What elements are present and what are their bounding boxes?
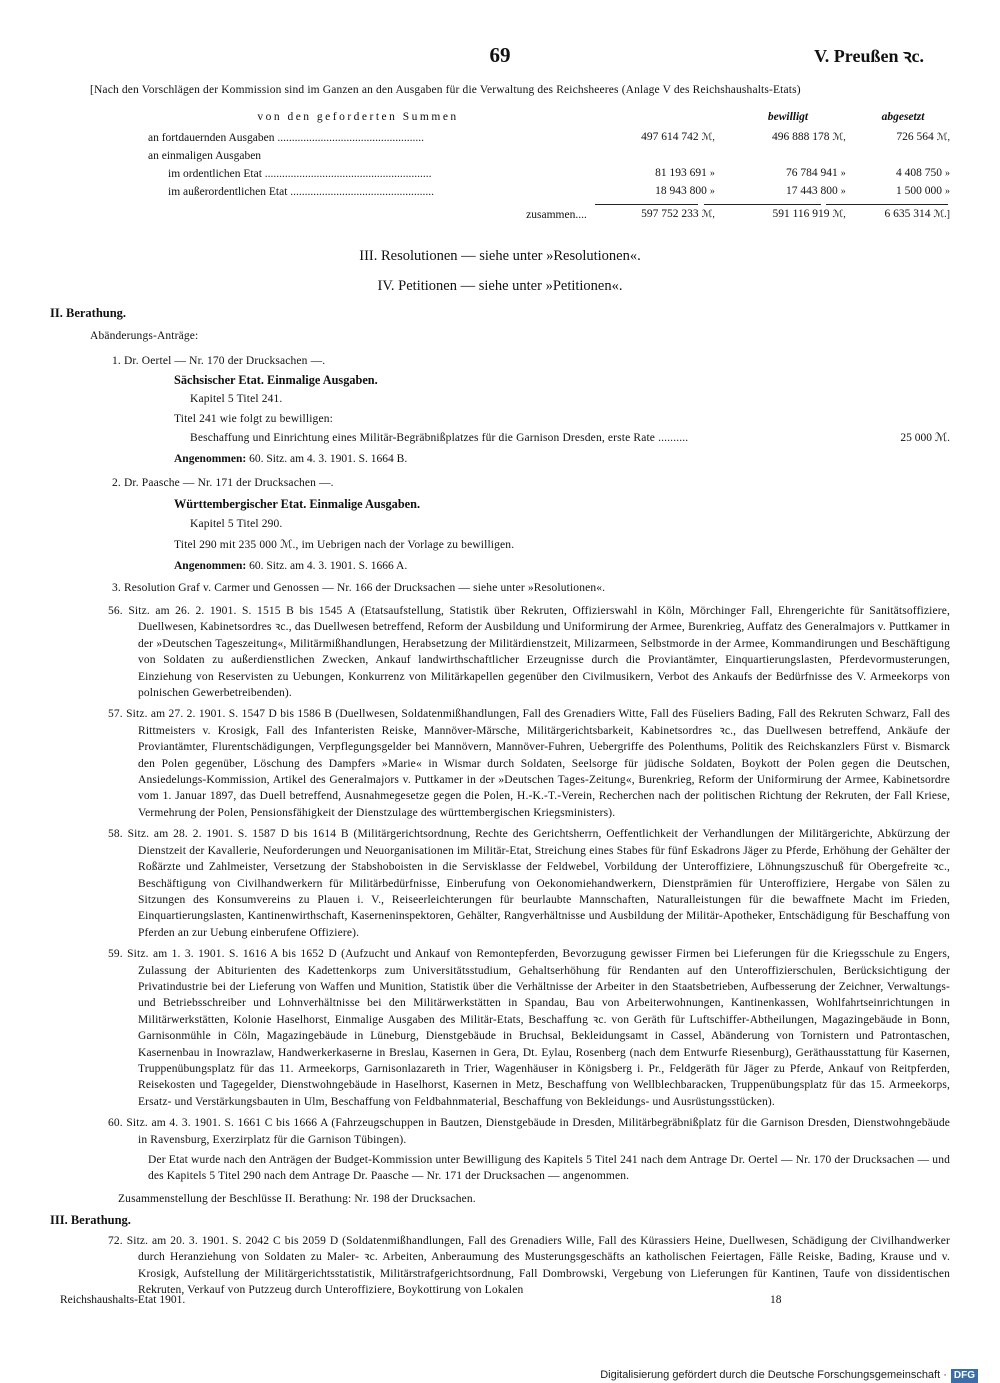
amendment-1-motion: Titel 241 wie folgt zu bewilligen: [174, 413, 333, 425]
currency-unit: » [945, 168, 950, 180]
sitting-entry [108, 826, 950, 941]
third-reading-sitting [108, 1233, 950, 1299]
total-rule [704, 204, 821, 205]
amendment-1-accepted [174, 451, 407, 467]
currency-unit: » [709, 168, 715, 180]
approved-amount: 76 784 941 [785, 167, 838, 180]
currency-unit: ℳ, [832, 208, 846, 220]
currency-unit: ℳ, [832, 131, 846, 143]
finance-row [148, 146, 950, 164]
column-header-approved: bewilligt [767, 111, 809, 123]
amendment-2-accepted [174, 558, 407, 574]
total-rule [595, 204, 698, 205]
sitting-number: 57. [108, 708, 123, 721]
sitting-number: 58. [108, 828, 123, 841]
currency-unit [843, 150, 846, 161]
accepted-label: Angenommen: [174, 453, 247, 465]
page-number: 69 [489, 43, 511, 67]
third-reading-heading: III. Berathung. [50, 1213, 131, 1227]
sitting-text: Sitz. am 26. 2. 1901. S. 1515 B bis 1545 A (Etatsaufstellung, Statistik über Rekruten, Offizierswahl in Köln, Mörchinger Fall, Ehrengerichte für Sanitätsoffiziere, Duellwesen, Kabinetsordres ꝛc., das Duellwesen betreffend, Reform der Ausbildung und Uniformirung der Armee, Burenkrieg, Auffatz des Generalmajors v. Puttkamer in der »Deutschen Tageszeitung«, Militärmißhandlungen, Herabsetzung der Militärdienstzeit, Milizarmeen, Selbstmorde in der Armee, Kommandirungen und Beschäftigung von Soldaten zu außerdienstlichen Zwecken, Ankauf landwirthschaftlicher Erzeugnisse durch die Proviantämter, Einquartierungslasten, Pferdevormusterungen, Einziehung von Reservisten zu Uebungen, Konkurrenz von Militärkapellen gegenüber den Civilmusikern, Verbot des Ankaufs der Bedürfnisse des V. Armeekorps von polnischen Gewerbetreibenden). [128, 605, 951, 700]
requested-amount: 497 614 742 [641, 130, 699, 143]
accepted-reference: 60. Sitz. am 4. 3. 1901. S. 1666 A. [249, 560, 408, 572]
requested-amount: 81 193 691 [655, 167, 707, 180]
currency-unit: ℳ, [936, 131, 950, 143]
column-label-requested: von den geforderten Summen [257, 111, 459, 123]
amendment-1-subheading: Sächsischer Etat. Einmalige Ausgaben. [174, 373, 378, 387]
sitting-number: 59. [108, 948, 123, 961]
finance-row-label: im ordentlichen Etat .......................................................... [168, 168, 432, 181]
section-resolutions: III. Resolutionen — siehe unter »Resolutionen«. [359, 248, 641, 264]
sitting-text: Sitz. am 20. 3. 1901. S. 2042 C bis 2059 D (Soldatenmißhandlungen, Fall des Grenadiers Wille, Fall des Kürassiers Heine, Duellwesen, Schädigung der Civilhandwerker durch Heranziehung von Soldaten zu Maler- ꝛc. Arbeiten, Anberaumung des Musterungsgeschäfts an katholischen Feiertagen, Fälle Reiske, Bading, Krause und v. Krosigk, Aufstellung der Militärgerichtsstatistik, Militärstrafgerichtsordnung, Fall Dombrowski, Vergebung von Lieferungen für Kantinen, Taufe von dissidentischen Rekruten, Verkauf von Putzzeug durch Unteroffiziere, Boykottirung von Lokalen [126, 1235, 950, 1297]
total-rule [826, 204, 948, 205]
amendment-2-motion: Titel 290 mit 235 000 ℳ., im Uebrigen nach der Vorlage zu bewilligen. [174, 539, 515, 551]
sitting-text: Sitz. am 27. 2. 1901. S. 1547 D bis 1586 B (Duellwesen, Soldatenmißhandlungen, Fall des Grenadiers Witte, Fall des Füseliers Bading, Fall des Rekruten Schwarz, Fall des Rittmeisters v. Krosigk, Fall des Infanteristen Reiske, Mannöver-Märsche, Militärgerichtsbarkeit, Kabinetsordres ꝛc., das Duellwesen betreffend, Ankäufe der Proviantämter, Flurentschädigungen, Verpflegungsgelder bei Mannövern, Mannöver-Fuhren, Uebergriffe des Polenthums, Politik des Reichskanzlers Fürst v. Bismarck den Polen gegenüber, Löschung des Dampfers »Marie« in Wismar durch Soldaten, Seelsorge für jüdische Soldaten, Boykott der Polen gegen die Deutschen, Ansiedelungs-Kommission, Artikel des Generalmajors v. Puttkamer in der »Deutschen Tages-Zeitung«, Burenkrieg, Reform der Uniformirung der Armee, Kabinetsordre vom 1. Januar 1897, das Duell betreffend, Ausnahmegesetze gegen die Polen, H.-K.-T.-Verein, Recherchen nach der politischen Richtung der Rekruten, der Fall Kriese, Vermehrung der Polen, Pensionsfähigkeit der Dienstzulage des württembergischen Kriegsministers). [126, 708, 950, 819]
amendment-1-chapter: Kapitel 5 Titel 241. [190, 393, 283, 405]
total-approved: 591 116 919 [772, 207, 830, 220]
approved-amount: 496 888 178 [772, 130, 830, 143]
credit-text: Digitalisierung gefördert durch die Deutsche Forschungsgemeinschaft · [600, 1369, 947, 1381]
accepted-label: Angenommen: [174, 560, 247, 572]
deducted-amount: 726 564 [896, 130, 934, 143]
footer-title: Reichshaushalts-Etat 1901. [60, 1294, 186, 1306]
sitting-entry [108, 1233, 950, 1299]
currency-unit: ℳ, [701, 131, 715, 143]
sitting-text: Sitz. am 4. 3. 1901. S. 1661 C bis 1666 A (Fahrzeugschuppen in Bautzen, Dienstgebäude in Dresden, Militärbegräbnißplatz für die Garnison Dresden, Dienstwohngebäude in Ravensburg, Exerzirplatz für die Garnison Tübingen). [126, 1117, 950, 1146]
currency-unit: » [840, 186, 846, 198]
sitting-text: Sitz. am 1. 3. 1901. S. 1616 A bis 1652 D (Aufzucht und Ankauf von Remontepferden, Bevorzugung gewisser Firmen bei Lieferungen für die Kriegsschule zu Engers, Zulassung der Abiturienten des Kadettenkorps zum Universitätsstudium, Gehaltserhöhung für Rendanten auf den Unteroffizierschulen, Berücksichtigung der Privatindustrie bei der Lieferung von Waffen und Munition, Statistik über die Verhältnisse der Arbeiter in den Staatsbetrieben, Aufbesserung der Zeichner, Verwaltungs- und Betriebsschreiber und Lohnverhältnisse bei den Militärwerkstätten in Spandau, Bau von Arbeiterwohnungen, Kantinenkassen, Wohlfahrtseinrichtungen in Militärwerkstätten, Kolonie Haselhorst, Einmalige Ausgaben des Militär-Etats, Beschaffung ꝛc. von Geräth für Luftschiffer-Abtheilungen, Magazingebäude in Bonn, Garnisonmühle in Cöln, Magazingebäude in Lüneburg, Dienstgebäude in Bruchsal, Bekleidungsamt in Cassel, Abänderung von Tornistern und Patrontaschen, Kasernenbau in Inowrazlaw, Handwerkerkaserne in Breslau, Kasernen in Gera, Dt. Eylau, Rosenberg (nach dem Entwurfe Riesenburg), Geräthausstattung für Kasernen, Truppenübungsplatz für das 11. Armeekorps, Garnisonlazareth in Trier, Wagenhäuser in Königsberg i. Pr., Feldgeräth für Jäger zu Pferde, Ankauf von Reitpferden, Reisekosten und Tagegelder, Dienstwohngebäude in Haselhorst, Kasernen in Metz, Beschaffung von Wellblechbaracken, Truppenübungsplatz für das 15. Armeekorps, Ersatz- und Verstärkungsbauten in Ulm, Beschaffung von Feldbahnmaterial, Beschaffung von Bekleidungs- und Ausrüstungsstücken). [127, 948, 950, 1108]
total-requested: 597 752 233 [641, 207, 699, 220]
second-reading-summary: Zusammenstellung der Beschlüsse II. Berathung: Nr. 198 der Drucksachen. [118, 1192, 476, 1205]
deducted-amount: 4 408 750 [896, 167, 942, 180]
sitting-number: 60. [108, 1117, 123, 1130]
amendment-3: 3. Resolution Graf v. Carmer und Genossen — Nr. 166 der Drucksachen — siehe unter »Resolutionen«. [112, 582, 606, 594]
page-footer [60, 1292, 940, 1308]
finance-column-headers [148, 109, 944, 127]
currency-unit: » [945, 186, 950, 198]
currency-unit: ℳ.] [933, 208, 950, 220]
amendment-2-title: 2. Dr. Paasche — Nr. 171 der Drucksachen —. [112, 477, 334, 489]
sitting-number: 72. [108, 1235, 123, 1247]
total-deducted: 6 635 314 [884, 207, 931, 220]
requested-amount: 18 943 800 [655, 185, 707, 198]
sitting-entry [108, 706, 950, 821]
second-reading-heading: II. Berathung. [50, 306, 127, 320]
amendments-label: Abänderungs-Anträge: [90, 330, 199, 342]
section-petitions: IV. Petitionen — siehe unter »Petitionen«. [377, 278, 623, 294]
amendment-1-item: Beschaffung und Einrichtung eines Militär-Begräbnißplatzes für die Garnison Dresden, erste Rate .......... [190, 432, 689, 444]
second-reading-conclusion: Der Etat wurde nach den Anträgen der Budget-Kommission unter Bewilligung des Kapitels 5 Titel 241 nach dem Antrage Dr. Oertel — Nr. 170 der Drucksachen — und des Kapitels 5 Titel 290 nach dem Antrage Dr. Paasche — Nr. 171 der Drucksachen — angenommen. [148, 1154, 950, 1183]
approved-amount: 17 443 800 [785, 185, 838, 198]
intro-text: [Nach den Vorschlägen der Kommission sind im Ganzen an den Ausgaben für die Verwaltung des Reichsheeres (Anlage V des Reichshaushalts-Etats) [90, 84, 801, 96]
sitting-entry [108, 1115, 950, 1148]
currency-unit [947, 150, 950, 161]
finance-row [148, 164, 950, 182]
accepted-reference: 60. Sitz. am 4. 3. 1901. S. 1664 B. [249, 453, 408, 465]
sitting-entry [108, 603, 950, 701]
footer-signature: 18 [770, 1294, 782, 1306]
currency-unit: » [840, 168, 846, 180]
amendment-2-subheading: Württembergischer Etat. Einmalige Ausgaben. [174, 497, 421, 511]
finance-table [148, 128, 950, 223]
finance-row-label: an fortdauernden Ausgaben ................................................... [148, 131, 424, 144]
amendment-1-title: 1. Dr. Oertel — Nr. 170 der Drucksachen —. [112, 355, 326, 367]
dfg-logo: DFG [951, 1369, 978, 1383]
amendment-1-amount: 25 000 ℳ. [900, 432, 950, 444]
finance-row [148, 183, 950, 201]
finance-row-label: an einmaligen Ausgaben [148, 149, 262, 162]
currency-unit: ℳ, [701, 208, 715, 220]
deducted-amount: 1 500 000 [896, 185, 942, 198]
column-header-deducted: abgesetzt [881, 111, 925, 123]
finance-row [148, 128, 950, 146]
finance-total-label: zusammen.... [526, 208, 587, 221]
currency-unit [712, 150, 715, 161]
amendment-2-chapter: Kapitel 5 Titel 290. [190, 518, 283, 530]
running-head: V. Preußen ꝛc. [814, 46, 924, 66]
finance-row-label: im außerordentlichen Etat .................................................. [168, 186, 435, 199]
sitting-entry [108, 946, 950, 1110]
sitting-number: 56. [108, 605, 123, 617]
sitting-text: Sitz. am 28. 2. 1901. S. 1587 D bis 1614 B (Militärgerichtsordnung, Rechte des Gerichtsherrn, Oeffentlichkeit der Verhandlungen der Militärgerichte, Abkürzung der Dienstzeit der Kavallerie, Neuforderungen und Neuorganisationen im Militär-Etat, Streichung eines Stabes für fünf Eskadrons Jäger zu Pferde, Erhöhung der Gehälter der Roßärzte und Zahlmeister, Versetzung der Stabshoboisten in die Servisklasse der Feldwebel, Vorbildung der Unteroffiziere, Löhnungszuschuß für Obergefreite ꝛc., Beschäftigung von Civilhandwerkern für Militärbedürfnisse, Einberufung von Oekonomiehandwerkern, Dienstprämien für Unteroffiziere, Hergabe von Sälen zu Sitzungen des Konsumvereins zu Plauen i. V., Reiseerleichterungen für beurlaubte Mannschaften, Naturalleistungen für die bewaffnete Macht im Frieden, Einquartierungslasten, Kantinenwirthschaft, Kaserneninspektoren, Gehälter, Rangverhältnisse und Ausbildung der Militär-Apotheker, Entschädigung für Beschaffung von Pferden an zur Uebung einberufene Offiziere). [127, 828, 950, 939]
currency-unit: » [709, 186, 715, 198]
digitization-credit [600, 1368, 978, 1383]
sitting-list [108, 603, 950, 1207]
